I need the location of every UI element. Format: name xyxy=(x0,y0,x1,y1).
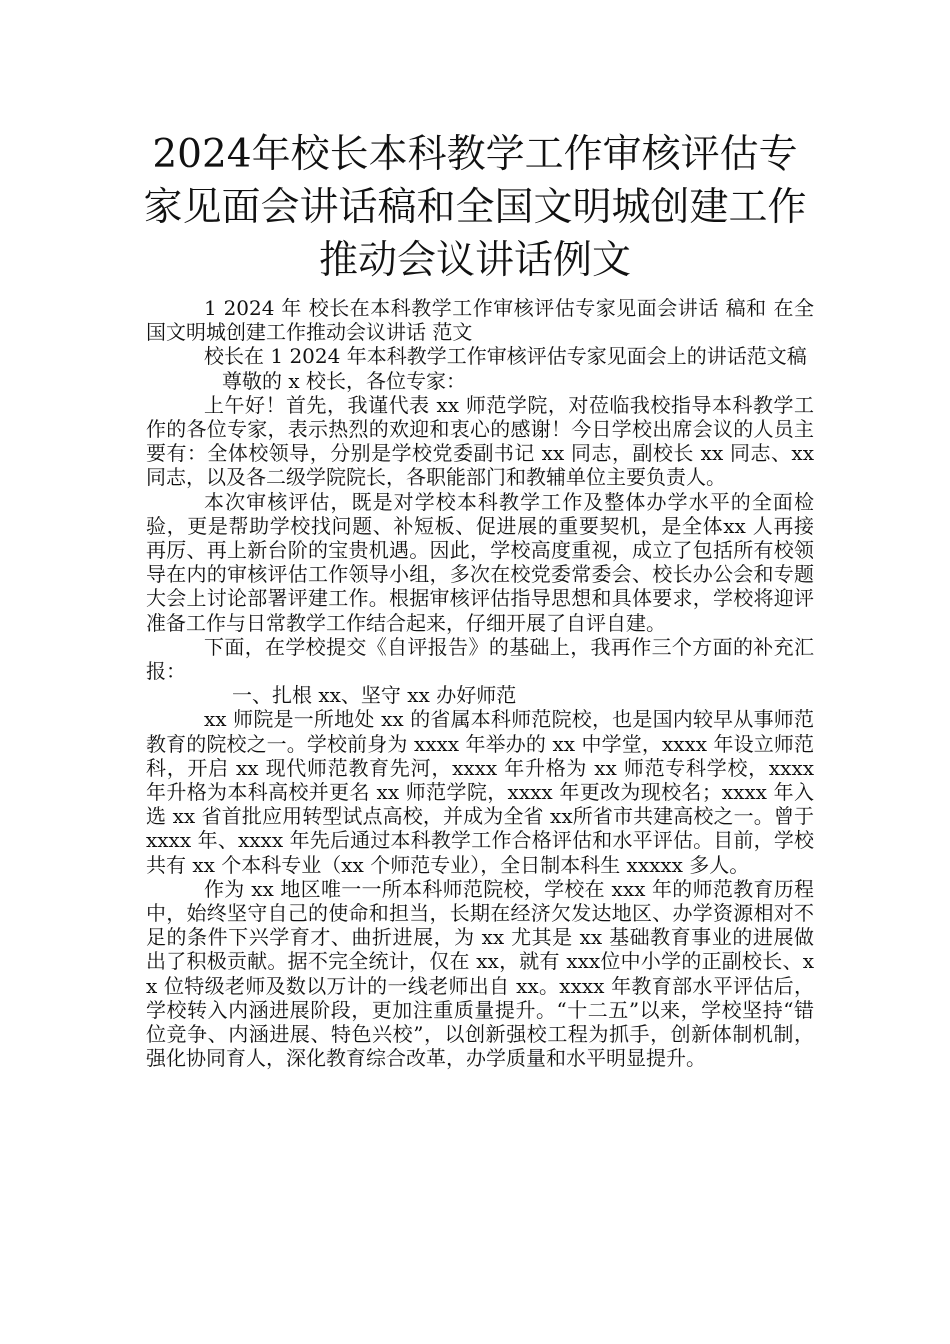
paragraph: 上午好！首先，我谨代表 xx 师范学院，对莅临我校指导本科教学工作的各位专家，表示热烈的欢迎和衷心的感谢！今日学校出席会议的人员主要有：全体校领导，分别是学校党委副书记 xx 同志，副校长 xx 同志、xx 同志，以及各二级学院院长，各职能部门和教辅单位主要负责人。 xyxy=(146,392,814,490)
salutation: 尊敬的 x 校长，各位专家： xyxy=(222,368,466,393)
paragraph: 校长在 1 2024 年本科教学工作审核评估专家见面会上的讲话范文稿 xyxy=(204,344,807,369)
document-title: 2024年校长本科教学工作审核评估专家见面会讲话稿和全国文明城创建工作推动会议讲话例文 xyxy=(143,132,807,283)
paragraph: xx 师院是一所地处 xx 的省属本科师范院校，也是国内较早从事师范教育的院校之一。学校前身为 xxxx 年举办的 xx 中学堂，xxxx 年设立师范科，开启 xx 现代师范教育先河，xxxx 年升格为 xx 师范专科学校，xxxx 年升格为本科高校并更名 xx 师范学院，xxxx 年更改为现校名；xxxx 年入选 xx 省首批应用转型试点高校，并成为全省 xx所省市共建高校之一。曾于 xxxx 年、xxxx 年先后通过本科教学工作合格评估和水平评估。目前，学校共有 xx 个本科专业（xx 个师范专业），全日制本科生 xxxxx 多人。 xyxy=(146,707,814,877)
paragraph: 下面，在学校提交《自评报告》的基础上，我再作三个方面的补充汇报： xyxy=(146,634,814,684)
paragraph: 本次审核评估，既是对学校本科教学工作及整体办学水平的全面检验，更是帮助学校找问题、补短板、促进展的重要契机，是全体xx 人再接再厉、再上新台阶的宝贵机遇。因此，学校高度重视，成立了包括所有校领导在内的审核评估工作领导小组，多次在校党委常委会、校长办公会和专题大会上讨论部署评建工作。根据审核评估指导思想和具体要求，学校将迎评准备工作与日常教学工作结合起来，仔细开展了自评自建。 xyxy=(146,489,814,635)
document-body xyxy=(146,296,814,1071)
section-heading: 一、扎根 xx、坚守 xx 办好师范 xyxy=(232,683,517,708)
paragraph: 1 2024 年 校长在本科教学工作审核评估专家见面会讲话 稿和 在全国文明城创建工作推动会议讲话 范文 xyxy=(146,296,814,345)
paragraph: 作为 xx 地区唯一一所本科师范院校，学校在 xxx 年的师范教育历程中，始终坚守自己的使命和担当，长期在经济欠发达地区、办学资源相对不足的条件下兴学育才、曲折进展，为 xx 尤其是 xx 基础教育事业的进展做出了积极贡献。据不完全统计，仅在 xx，就有 xxx位中小学的正副校长、xx 位特级老师及数以万计的一线老师出自 xx。xxxx 年教育部水平评估后，学校转入内涵进展阶段，更加注重质量提升。“十二五”以来，学校坚持“错位竞争、内涵进展、特色兴校”，以创新强校工程为抓手，创新体制机制，强化协同育人，深化教育综合改革，办学质量和水平明显提升。 xyxy=(146,876,814,1071)
